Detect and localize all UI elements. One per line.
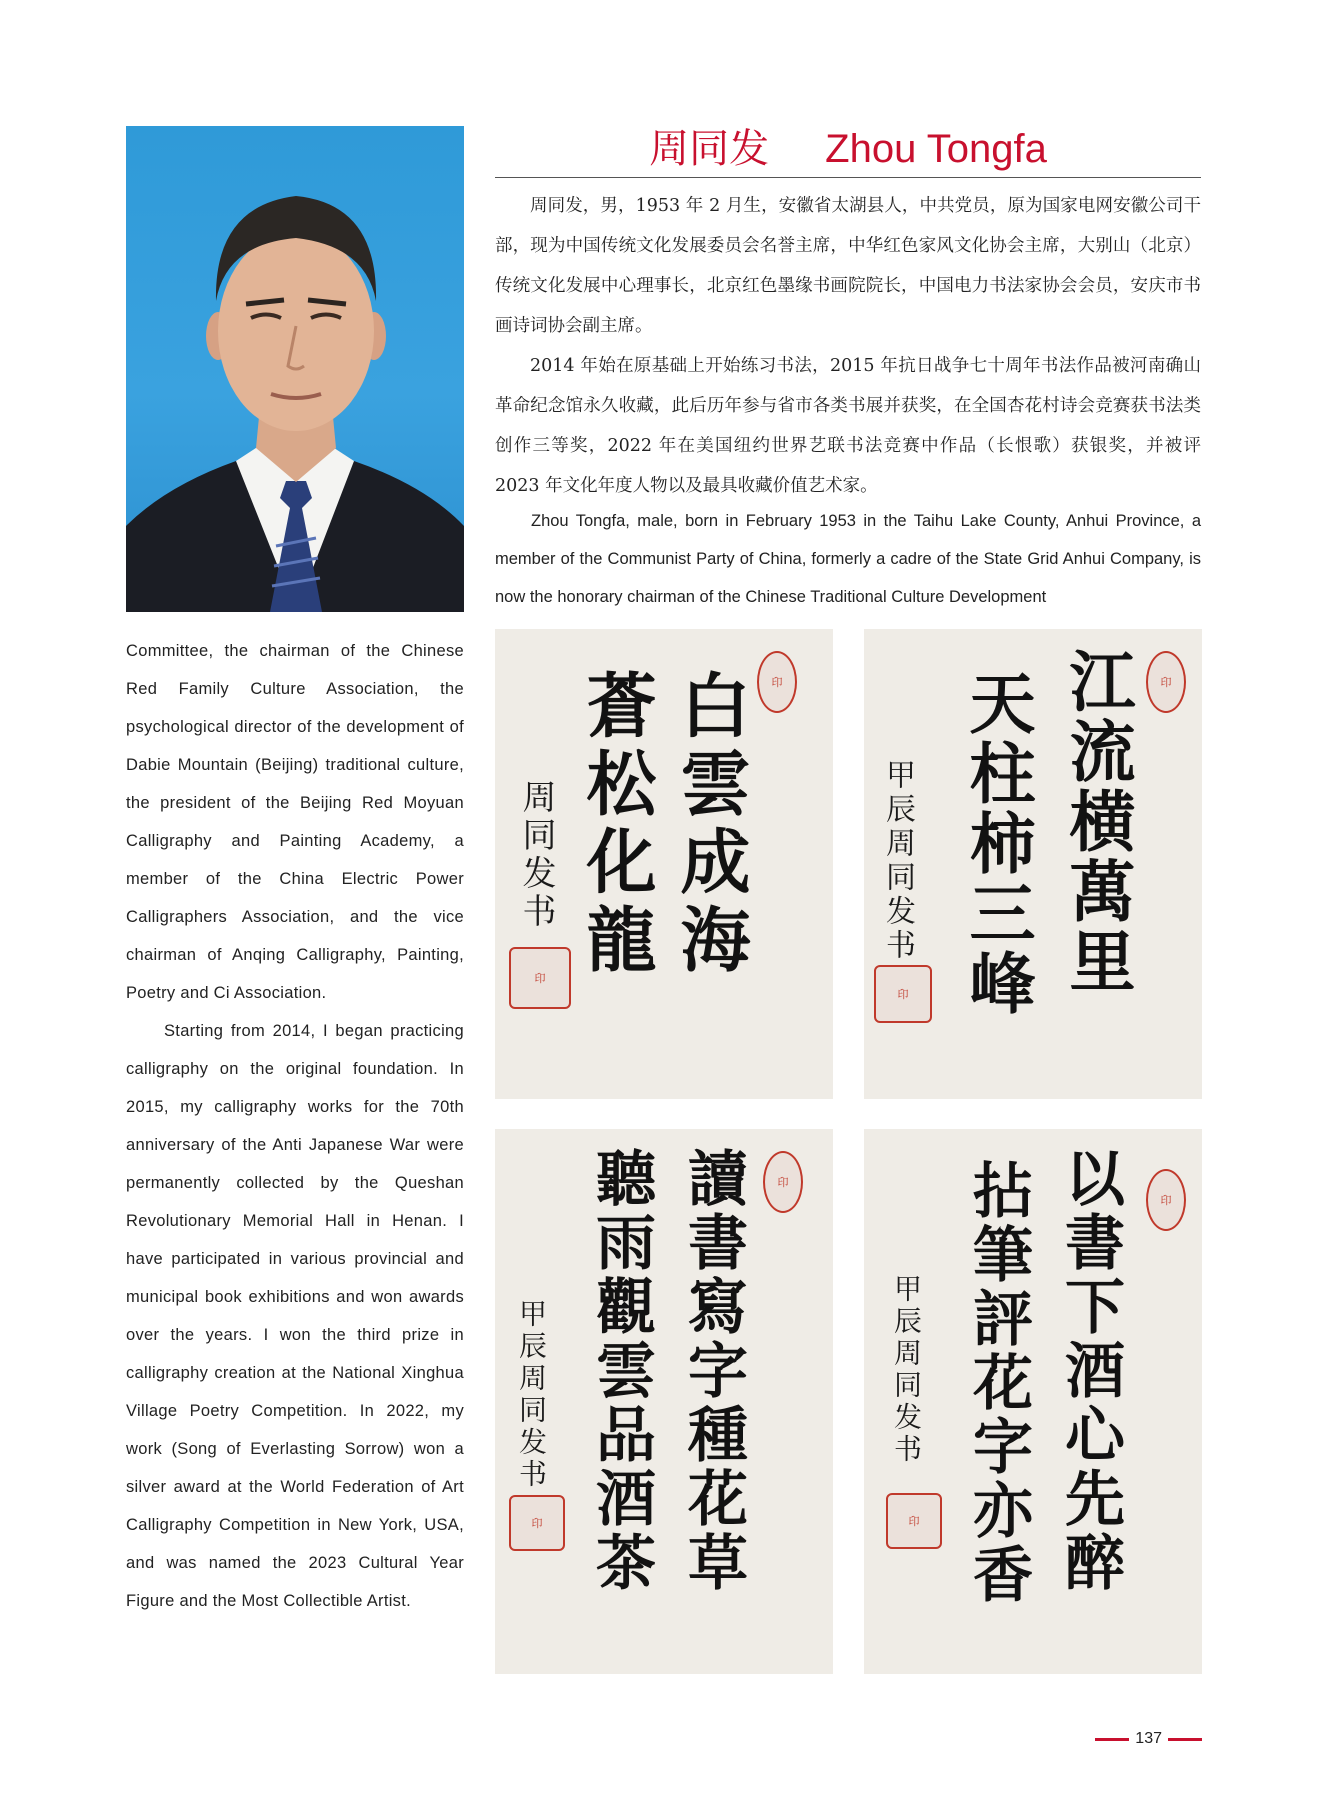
page-title	[495, 120, 1201, 178]
name-seal-icon: 印	[509, 1495, 565, 1551]
artwork-4-left-column: 拈筆評花字亦香	[963, 1159, 1033, 1607]
seal-icon: 印	[1146, 651, 1186, 713]
title-divider	[495, 177, 1201, 178]
footer-rule-right	[1168, 1738, 1202, 1741]
artwork-1-right-column: 白雲成海	[669, 669, 752, 981]
artwork-4-signature: 甲辰周同发书	[890, 1274, 923, 1466]
artwork-4-right-column: 以書下酒心先醉	[1055, 1147, 1125, 1595]
artwork-1	[495, 629, 833, 1099]
name-seal-icon: 印	[509, 947, 571, 1009]
artwork-1-signature: 周同发书	[516, 779, 556, 931]
seal-icon: 印	[1146, 1169, 1186, 1231]
artwork-1-left-column: 蒼松化龍	[575, 669, 658, 981]
artwork-2-right-column: 江流横萬里	[1058, 647, 1136, 997]
seal-icon: 印	[763, 1151, 803, 1213]
name-chinese: 周同发	[649, 127, 770, 171]
bio-cn-paragraph-1: 周同发，男，1953 年 2 月生，安徽省太湖县人，中共党员，原为国家电网安徽公司干部，现为中国传统文化发展委员会名誉主席，中华红色家风文化协会主席，大别山（北京）传统文化发展中心理事长，北京红色墨缘书画院院长，中国电力书法家协会会员，安庆市书画诗词协会副主席。	[495, 196, 1201, 336]
portrait-illustration	[126, 126, 464, 612]
name-english: Zhou Tongfa	[825, 127, 1047, 171]
artwork-2-signature: 甲辰周同发书	[880, 759, 915, 963]
bio-en-left-column	[126, 632, 464, 1620]
artwork-3-signature: 甲辰周同发书	[515, 1299, 548, 1491]
bio-en-paragraph-2: Starting from 2014, I began practicing calligraphy on the original foundation. In 2015, my calligraphy works for the 70th anniversary of the Anti Japanese War were permanently collected by the Queshan Revolutionary Memorial Hall in Henan. I have participated in various provincial and municipal book exhibitions and won awards over the years. I won the third prize in calligraphy creation at the National Xinghua Village Poetry Competition. In 2022, my work (Song of Everlasting Sorrow) won a silver award at the World Federation of Art Calligraphy Competition in New York, USA, and was named the 2023 Cultural Year Figure and the Most Collectible Artist.	[126, 1022, 464, 1610]
footer-rule-left	[1095, 1738, 1129, 1741]
artwork-3	[495, 1129, 833, 1674]
page-number: 137	[1135, 1730, 1162, 1747]
bio-en-paragraph-1-start: Zhou Tongfa, male, born in February 1953 in the Taihu Lake County, Anhui Province, a member of the Communist Party of China, formerly a cadre of the State Grid Anhui Company, is now the honorary chairman of the Chinese Traditional Culture Development	[495, 512, 1201, 606]
artwork-2	[864, 629, 1202, 1099]
artwork-2-left-column: 天柱柿三峰	[958, 669, 1036, 1019]
bio-en-paragraph-1-cont: Committee, the chairman of the Chinese Red Family Culture Association, the psychological director of the development of Dabie Mountain (Beijing) traditional culture, the president of the Beijing Red Moyuan Calligraphy and Painting Academy, a member of the China Electric Power Calligraphers Association, and the vice chairman of Anqing Calligraphy, Painting, Poetry and Ci Association.	[126, 642, 464, 1002]
author-portrait	[126, 126, 464, 612]
bio-cn-paragraph-2: 2014 年始在原基础上开始练习书法，2015 年抗日战争七十周年书法作品被河南确山革命纪念馆永久收藏，此后历年参与省市各类书展并获奖，在全国杏花村诗会竞赛获书法类创作三等奖，2022 年在美国纽约世界艺联书法竞赛中作品（长恨歌）获银奖，并被评 2023 年文化年度人物以及最具收藏价值艺术家。	[495, 356, 1201, 496]
artwork-3-left-column: 聽雨觀雲品酒茶	[586, 1147, 656, 1595]
seal-icon: 印	[757, 651, 797, 713]
artwork-3-right-column: 讀書寫字種花草	[678, 1147, 748, 1595]
name-seal-icon: 印	[874, 965, 932, 1023]
name-seal-icon: 印	[886, 1493, 942, 1549]
artwork-4	[864, 1129, 1202, 1674]
page-footer	[1092, 1728, 1202, 1750]
